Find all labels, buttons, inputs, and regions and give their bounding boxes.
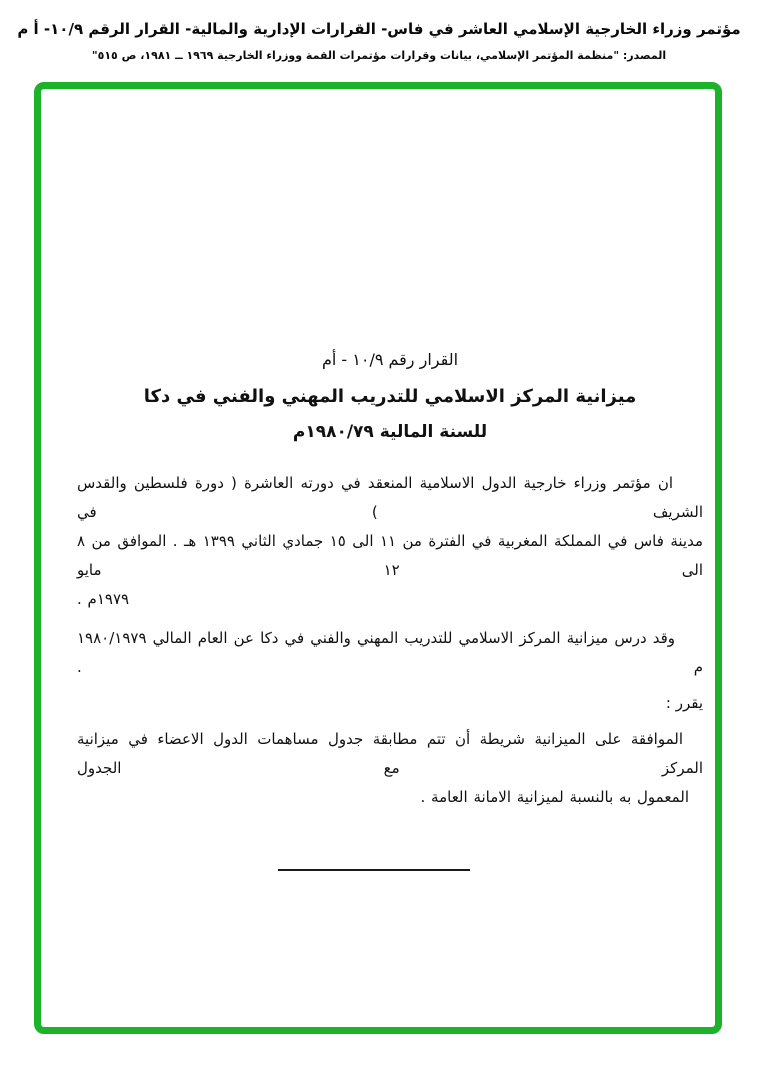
review-line: وقد درس ميزانية المركز الاسلامي للتدريب المهني والفني في دكا عن العام المالي ١٩٨٠/١٩٧٩ م . — [77, 629, 703, 676]
resolution-number-title: القرار رقم ١٠/٩ - أم — [321, 350, 459, 369]
fiscal-year-title: للسنة المالية ١٩٨٠/٧٩م — [292, 422, 488, 442]
resolution-main-title: ميزانية المركز الاسلامي للتدريب المهني والفني في دكا — [143, 386, 637, 407]
document-page — [41, 89, 715, 1027]
end-divider — [278, 869, 470, 871]
preamble-line-2: مدينة فاس في المملكة المغربية في الفترة من ١١ الى ١٥ جمادي الثاني ١٣٩٩ هـ . الموافق من ٨ الى ١٢ مايو — [77, 532, 704, 579]
decision-line-2: المعمول به بالنسبة لميزانية الامانة العامة . — [420, 788, 689, 806]
header-title: مؤتمر وزراء الخارجية الإسلامي العاشر في فاس- القرارات الإدارية والمالية- القرار الرقم ١٠/٩- أ م — [17, 20, 741, 38]
preamble-line-1: ان مؤتمر وزراء خارجية الدول الاسلامية المنعقد في دورته العاشرة ( دورة فلسطين والقدس الشريف ) في — [77, 474, 703, 521]
paragraph-decision — [77, 725, 703, 812]
preamble-line-3: ١٩٧٩م . — [77, 590, 130, 608]
paragraph-review — [77, 624, 703, 682]
paragraph-preamble — [77, 469, 703, 614]
header-source: المصدر: "منظمة المؤتمر الإسلامي، بيانات وقرارات مؤتمرات القمة ووزراء الخارجية ١٩٦٩ ــ ١٩٨١، ص ٥١٥" — [91, 49, 667, 62]
decides-label: يقرر : — [665, 694, 703, 712]
page-header — [0, 18, 758, 65]
decision-line-1: الموافقة على الميزانية شريطة أن تتم مطابقة جدول مساهمات الدول الاعضاء في ميزانية المركز مع الجدول — [77, 730, 703, 777]
